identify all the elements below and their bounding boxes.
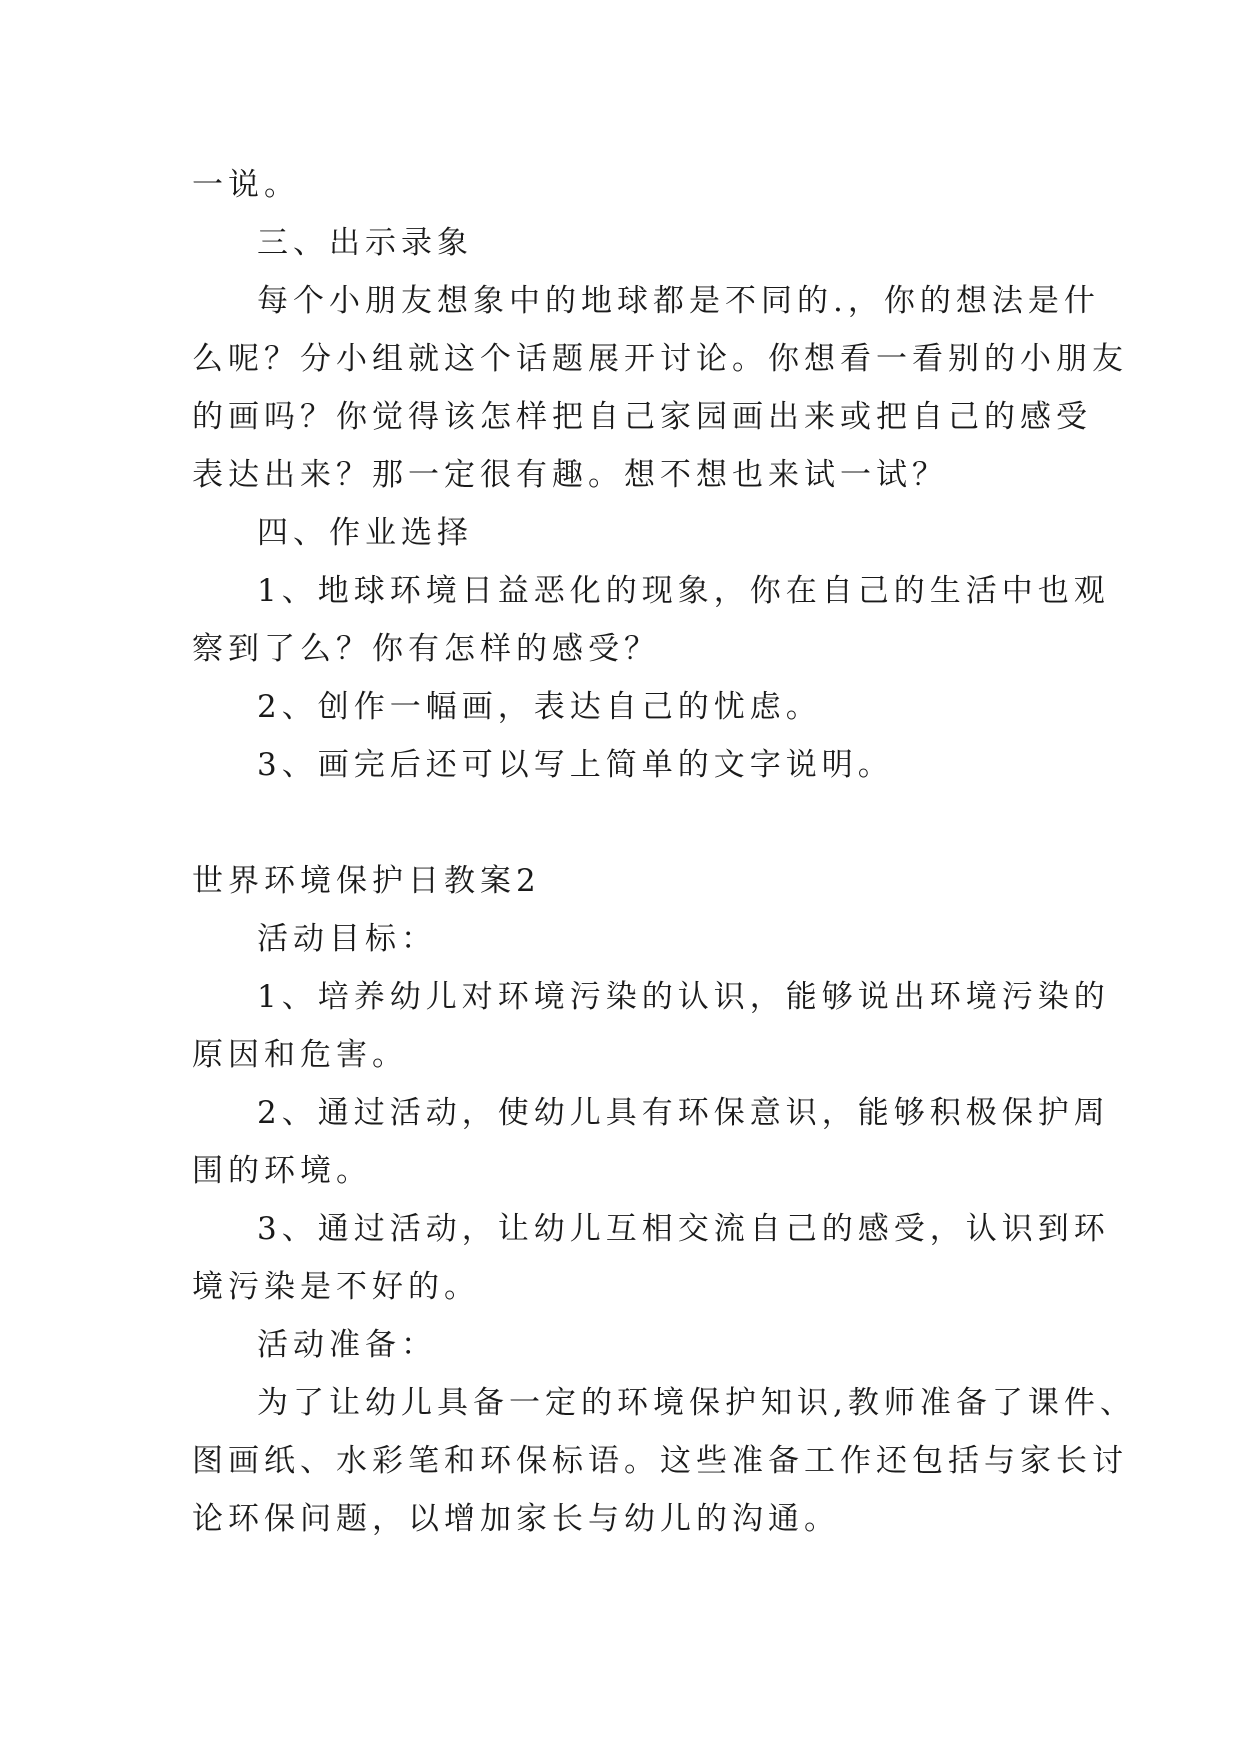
paragraph-line: 围的环境。 [192,1153,372,1189]
paragraph-line: 图画纸、水彩笔和环保标语。这些准备工作还包括与家长讨 [192,1443,1128,1479]
paragraph-line: 3、通过活动，让幼儿互相交流自己的感受，认识到环 [257,1211,1110,1247]
paragraph-line: 每个小朋友想象中的地球都是不同的.，你的想法是什 [257,283,1100,319]
paragraph-line: 境污染是不好的。 [192,1269,480,1305]
section-heading: 活动准备： [257,1327,437,1363]
paragraph-line: 3、画完后还可以写上简单的文字说明。 [257,747,894,783]
paragraph-line: 1、培养幼儿对环境污染的认识，能够说出环境污染的 [257,979,1110,1015]
paragraph-line: 一说。 [192,167,300,203]
paragraph-line: 2、创作一幅画，表达自己的忧虑。 [257,689,822,725]
paragraph-line: 论环保问题，以增加家长与幼儿的沟通。 [192,1501,840,1537]
paragraph-line: 么呢？分小组就这个话题展开讨论。你想看一看别的小朋友 [192,341,1128,377]
section-heading: 四、作业选择 [257,515,473,551]
paragraph-line: 察到了么？你有怎样的感受？ [192,631,660,667]
section-heading: 活动目标： [257,921,437,957]
paragraph-line: 的画吗？你觉得该怎样把自己家园画出来或把自己的感受 [192,399,1092,435]
paragraph-line: 表达出来？那一定很有趣。想不想也来试一试？ [192,457,948,493]
section-heading: 三、出示录象 [257,225,473,261]
document-title: 世界环境保护日教案2 [192,863,541,899]
paragraph-line: 为了让幼儿具备一定的环境保护知识,教师准备了课件、 [257,1385,1136,1421]
paragraph-line: 1、地球环境日益恶化的现象，你在自己的生活中也观 [257,573,1110,609]
paragraph-line: 原因和危害。 [192,1037,408,1073]
paragraph-line: 2、通过活动，使幼儿具有环保意识，能够积极保护周 [257,1095,1110,1131]
